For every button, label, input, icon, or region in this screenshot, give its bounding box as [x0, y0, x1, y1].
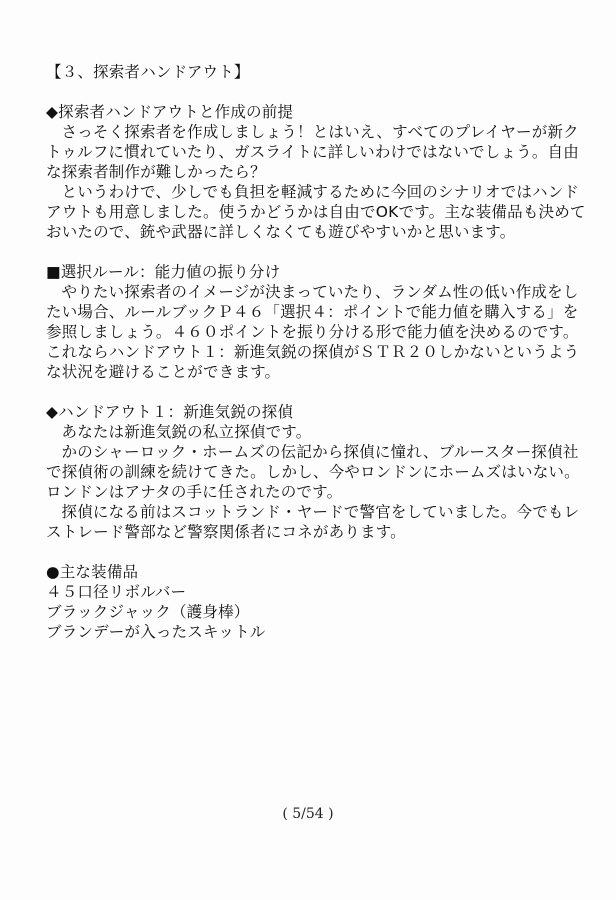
section-handout-premise — [46, 102, 586, 242]
section-heading: ◆ハンドアウト１：新進気鋭の探偵 — [46, 403, 294, 421]
spacer — [46, 382, 586, 402]
spacer — [46, 82, 586, 102]
chapter-title: 【３、探索者ハンドアウト】 — [46, 63, 250, 81]
list-item: ４５口径リボルバー — [46, 583, 187, 601]
document-body — [46, 62, 586, 642]
section-handout-1 — [46, 402, 586, 542]
spacer — [46, 242, 586, 262]
section-heading: ■選択ルール：能力値の振り分け — [46, 263, 281, 281]
section-heading: ◆探索者ハンドアウトと作成の前提 — [46, 103, 294, 121]
spacer — [46, 542, 586, 562]
paragraph: というわけで、少しでも負担を軽減するために今回のシナリオではハンドアウトも用意しました。使うかどうかは自由でOKです。主な装備品も決めておいたので、銃や武器に詳しくなくても遊びやすいかと思います。 — [46, 183, 586, 241]
section-heading: ●主な装備品 — [46, 563, 139, 581]
paragraph: かのシャーロック・ホームズの伝記から探偵に憧れ、ブルースター探偵社で探偵術の訓練を続けてきた。しかし、今やロンドンにホームズはいない。ロンドンはアナタの手に任されたのです。 — [46, 443, 580, 501]
list-item: ブラックジャック（護身棒） — [46, 603, 250, 621]
paragraph: 探偵になる前はスコットランド・ヤードで警官をしていました。今でもレストレード警部など警察関係者にコネがあります。 — [46, 503, 580, 541]
list-item: ブランデーが入ったスキットル — [46, 623, 266, 641]
paragraph: さっそく探索者を作成しましょう！とはいえ、すべてのプレイヤーが新クトゥルフに慣れていたり、ガスライトに詳しいわけではないでしょう。自由な探索者制作が難しかったら？ — [46, 123, 579, 181]
paragraph: あなたは新進気鋭の私立探偵です。 — [61, 423, 312, 441]
page-number: ( 5/54 ) — [282, 806, 334, 822]
section-optional-rule — [46, 262, 586, 382]
paragraph: やりたい探索者のイメージが決まっていたり、ランダム性の低い作成をしたい場合、ルールブックＰ４６「選択４：ポイントで能力値を購入する」を参照しましょう。４６０ポイントを振り分ける形で能力値を決めるのです。これならハンドアウト１：新進気鋭の探偵がＳＴＲ２０しかないというような状況を避けることができます。 — [46, 283, 580, 381]
section-equipment — [46, 562, 586, 642]
